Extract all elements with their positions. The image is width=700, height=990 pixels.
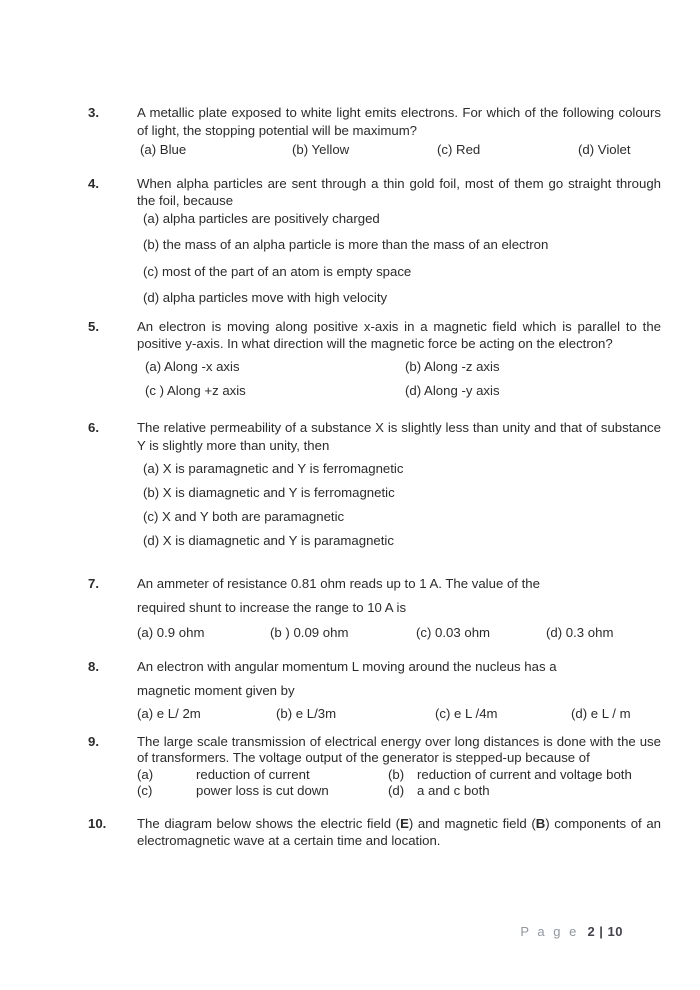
question-text: The relative permeability of a substance X is slightly less than unity and that of substance Y is slightly more than unity, then	[137, 420, 661, 453]
option-a: (a) 0.9 ohm	[137, 624, 205, 640]
question-text	[137, 815, 661, 850]
option-a: (a) e L/ 2m	[137, 706, 201, 721]
question-text: When alpha particles are sent through a thin gold foil, most of them go straight through the foil, because	[137, 175, 661, 208]
option-c: (c) e L /4m	[435, 706, 498, 721]
option-d: (d) X is diamagnetic and Y is paramagnetic	[143, 533, 394, 548]
option-b: (b) Along -z axis	[405, 358, 500, 374]
page-footer	[520, 924, 623, 939]
question-text-line: An electron with angular momentum L moving around the nucleus has a	[137, 659, 557, 674]
option-text: power loss is cut down	[196, 783, 329, 798]
question-6	[88, 419, 661, 550]
question-text-line: required shunt to increase the range to 10 A is	[137, 600, 407, 615]
option-label: (a)	[137, 766, 154, 782]
text-run-bold-B: B	[535, 815, 546, 831]
options-row	[137, 141, 661, 159]
options-grid	[137, 358, 661, 400]
text-run: The diagram below shows the electric field (	[137, 815, 401, 831]
option-a: (a) Along -x axis	[145, 358, 240, 374]
text-run: ) components of an electromagnetic wave at a certain time and location.	[137, 815, 661, 848]
question-number: 7.	[88, 575, 99, 591]
option-d: (d) 0.3 ohm	[546, 624, 614, 640]
question-7	[88, 572, 661, 646]
question-number: 9.	[88, 733, 99, 749]
text-run: ) and magnetic field (	[408, 815, 536, 831]
question-text	[137, 655, 661, 702]
question-text: The large scale transmission of electrical energy over long distances is done with the use of transformers. The voltage output of the generator is stepped-up because of	[137, 733, 661, 765]
question-4	[88, 175, 661, 307]
question-number: 4.	[88, 175, 99, 191]
option-d: (d) Along -y axis	[405, 382, 500, 398]
question-number: 10.	[88, 815, 107, 831]
option-a: (a) X is paramagnetic and Y is ferromagnetic	[143, 461, 404, 476]
footer-page-number: 2 | 10	[587, 924, 623, 939]
question-5	[88, 318, 661, 400]
question-number: 8.	[88, 659, 99, 674]
question-number: 5.	[88, 318, 99, 334]
options-row	[137, 702, 661, 726]
question-text-line: magnetic moment given by	[137, 682, 295, 698]
option-c: (c) Red	[437, 142, 481, 157]
option-a: (a) alpha particles are positively charged	[143, 210, 380, 226]
option-a: (a) Blue	[140, 142, 187, 157]
option-c: (c) most of the part of an atom is empty space	[143, 263, 412, 279]
option-d: (d) Violet	[578, 142, 631, 157]
option-c	[137, 783, 388, 800]
question-8	[88, 655, 661, 726]
option-d: (d) e L / m	[571, 706, 631, 721]
option-b	[388, 767, 661, 784]
option-text: reduction of current and voltage both	[417, 766, 632, 782]
option-d	[388, 783, 661, 800]
footer-page-label: P a g e	[520, 924, 579, 939]
question-text-line: An ammeter of resistance 0.81 ohm reads up to 1 A. The value of the	[137, 575, 540, 591]
question-3	[88, 104, 661, 159]
option-b: (b) the mass of an alpha particle is more than the mass of an electron	[143, 237, 549, 252]
options-list	[137, 460, 661, 550]
option-label: (c)	[137, 783, 153, 798]
question-number: 3.	[88, 105, 99, 120]
option-b: (b) X is diamagnetic and Y is ferromagnetic	[143, 485, 395, 500]
question-text: A metallic plate exposed to white light emits electrons. For which of the following colours of light, the stopping potential will be maximum?	[137, 105, 661, 138]
option-c: (c) 0.03 ohm	[416, 624, 491, 640]
options-grid	[137, 767, 661, 800]
option-b: (b ) 0.09 ohm	[270, 624, 349, 640]
option-c: (c) X and Y both are paramagnetic	[143, 509, 345, 524]
options-list	[137, 210, 661, 307]
option-c: (c ) Along +z axis	[145, 382, 246, 398]
question-number: 6.	[88, 420, 99, 435]
options-row	[137, 621, 661, 646]
option-label: (d)	[388, 783, 405, 798]
option-b: (b) e L/3m	[276, 706, 337, 721]
option-a	[137, 767, 388, 784]
question-10	[88, 815, 661, 850]
option-text: a and c both	[417, 783, 490, 798]
question-9	[88, 734, 661, 800]
option-text: reduction of current	[196, 766, 310, 782]
text-run-bold-E: E	[400, 815, 409, 831]
option-label: (b)	[388, 766, 405, 782]
option-d: (d) alpha particles move with high velocity	[143, 290, 388, 305]
option-b: (b) Yellow	[292, 142, 350, 157]
question-text: An electron is moving along positive x-axis in a magnetic field which is parallel to the positive y-axis. In what direction will the magnetic force be acting on the electron?	[137, 318, 661, 351]
question-text	[137, 572, 661, 621]
